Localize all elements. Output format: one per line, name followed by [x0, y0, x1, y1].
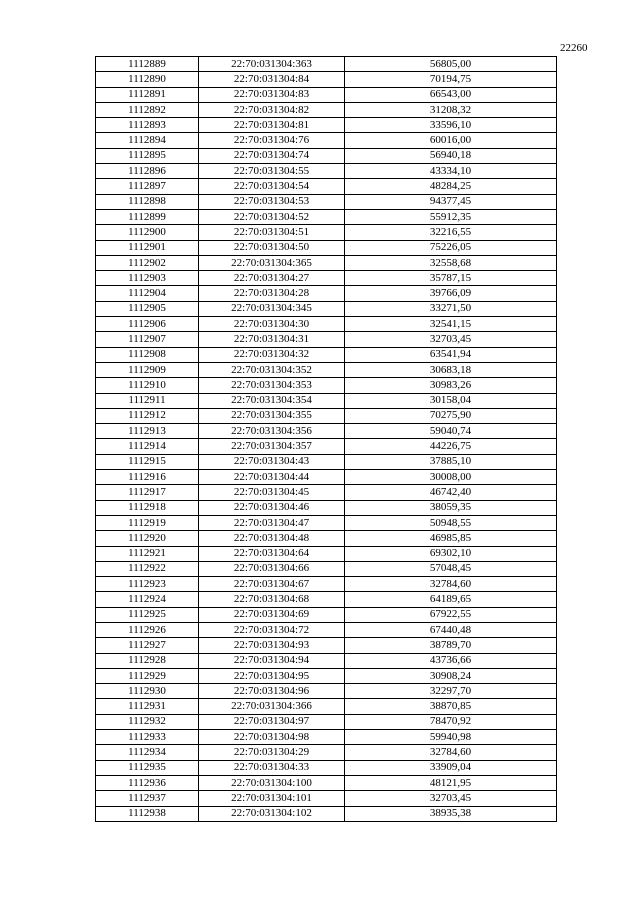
table-row	[96, 745, 557, 760]
record-number-cell: 1112920	[96, 531, 199, 546]
record-number-cell: 1112912	[96, 408, 199, 423]
table-row	[96, 546, 557, 561]
cadastral-number-cell: 22:70:031304:74	[199, 148, 345, 163]
table-row	[96, 393, 557, 408]
record-number-cell: 1112908	[96, 347, 199, 362]
amount-cell: 44226,75	[345, 439, 557, 454]
cadastral-number-cell: 22:70:031304:366	[199, 699, 345, 714]
record-number-cell: 1112937	[96, 791, 199, 806]
record-number-cell: 1112907	[96, 332, 199, 347]
record-number-cell: 1112897	[96, 179, 199, 194]
cadastral-number-cell: 22:70:031304:51	[199, 225, 345, 240]
record-number-cell: 1112924	[96, 592, 199, 607]
record-number-cell: 1112894	[96, 133, 199, 148]
cadastral-number-cell: 22:70:031304:94	[199, 653, 345, 668]
cadastral-number-cell: 22:70:031304:53	[199, 194, 345, 209]
cadastral-number-cell: 22:70:031304:32	[199, 347, 345, 362]
record-number-cell: 1112911	[96, 393, 199, 408]
cadastral-number-cell: 22:70:031304:93	[199, 638, 345, 653]
table-row	[96, 470, 557, 485]
record-number-cell: 1112906	[96, 317, 199, 332]
record-number-cell: 1112899	[96, 209, 199, 224]
amount-cell: 67440,48	[345, 622, 557, 637]
table-row	[96, 87, 557, 102]
table-row	[96, 684, 557, 699]
table-row	[96, 775, 557, 790]
amount-cell: 38935,38	[345, 806, 557, 821]
cadastral-number-cell: 22:70:031304:31	[199, 332, 345, 347]
cadastral-number-cell: 22:70:031304:100	[199, 775, 345, 790]
record-number-cell: 1112909	[96, 362, 199, 377]
record-number-cell: 1112932	[96, 714, 199, 729]
cadastral-number-cell: 22:70:031304:354	[199, 393, 345, 408]
record-number-cell: 1112923	[96, 577, 199, 592]
record-number-cell: 1112919	[96, 515, 199, 530]
record-number-cell: 1112934	[96, 745, 199, 760]
record-number-cell: 1112928	[96, 653, 199, 668]
cadastral-number-cell: 22:70:031304:81	[199, 118, 345, 133]
cadastral-number-cell: 22:70:031304:95	[199, 668, 345, 683]
record-number-cell: 1112925	[96, 607, 199, 622]
amount-cell: 32297,70	[345, 684, 557, 699]
table-row	[96, 194, 557, 209]
table-row	[96, 362, 557, 377]
registry-table	[95, 56, 557, 822]
cadastral-number-cell: 22:70:031304:69	[199, 607, 345, 622]
table-row	[96, 317, 557, 332]
record-number-cell: 1112921	[96, 546, 199, 561]
table-row	[96, 730, 557, 745]
cadastral-number-cell: 22:70:031304:102	[199, 806, 345, 821]
cadastral-number-cell: 22:70:031304:345	[199, 301, 345, 316]
amount-cell: 37885,10	[345, 454, 557, 469]
amount-cell: 55912,35	[345, 209, 557, 224]
amount-cell: 30983,26	[345, 378, 557, 393]
table-row	[96, 485, 557, 500]
record-number-cell: 1112898	[96, 194, 199, 209]
record-number-cell: 1112916	[96, 470, 199, 485]
table-row	[96, 714, 557, 729]
amount-cell: 48284,25	[345, 179, 557, 194]
table-row	[96, 607, 557, 622]
table-row	[96, 622, 557, 637]
amount-cell: 33271,50	[345, 301, 557, 316]
table-row	[96, 561, 557, 576]
cadastral-number-cell: 22:70:031304:357	[199, 439, 345, 454]
amount-cell: 69302,10	[345, 546, 557, 561]
table-row	[96, 209, 557, 224]
amount-cell: 43334,10	[345, 164, 557, 179]
amount-cell: 32703,45	[345, 332, 557, 347]
record-number-cell: 1112889	[96, 57, 199, 72]
table-row	[96, 255, 557, 270]
cadastral-number-cell: 22:70:031304:28	[199, 286, 345, 301]
table-row	[96, 791, 557, 806]
record-number-cell: 1112933	[96, 730, 199, 745]
record-number-cell: 1112913	[96, 424, 199, 439]
table-row	[96, 102, 557, 117]
record-number-cell: 1112895	[96, 148, 199, 163]
amount-cell: 67922,55	[345, 607, 557, 622]
table-row	[96, 286, 557, 301]
amount-cell: 32558,68	[345, 255, 557, 270]
cadastral-number-cell: 22:70:031304:67	[199, 577, 345, 592]
table-row	[96, 57, 557, 72]
amount-cell: 78470,92	[345, 714, 557, 729]
record-number-cell: 1112931	[96, 699, 199, 714]
amount-cell: 46742,40	[345, 485, 557, 500]
table-row	[96, 424, 557, 439]
amount-cell: 38059,35	[345, 500, 557, 515]
record-number-cell: 1112910	[96, 378, 199, 393]
cadastral-number-cell: 22:70:031304:365	[199, 255, 345, 270]
cadastral-number-cell: 22:70:031304:55	[199, 164, 345, 179]
record-number-cell: 1112938	[96, 806, 199, 821]
table-row	[96, 454, 557, 469]
cadastral-number-cell: 22:70:031304:72	[199, 622, 345, 637]
amount-cell: 43736,66	[345, 653, 557, 668]
table-row	[96, 500, 557, 515]
cadastral-number-cell: 22:70:031304:97	[199, 714, 345, 729]
table-row	[96, 179, 557, 194]
cadastral-number-cell: 22:70:031304:82	[199, 102, 345, 117]
table-row	[96, 118, 557, 133]
cadastral-number-cell: 22:70:031304:46	[199, 500, 345, 515]
amount-cell: 33909,04	[345, 760, 557, 775]
record-number-cell: 1112904	[96, 286, 199, 301]
amount-cell: 38789,70	[345, 638, 557, 653]
cadastral-number-cell: 22:70:031304:83	[199, 87, 345, 102]
cadastral-number-cell: 22:70:031304:47	[199, 515, 345, 530]
cadastral-number-cell: 22:70:031304:30	[199, 317, 345, 332]
amount-cell: 30683,18	[345, 362, 557, 377]
cadastral-number-cell: 22:70:031304:96	[199, 684, 345, 699]
amount-cell: 32784,60	[345, 745, 557, 760]
table-row	[96, 301, 557, 316]
cadastral-number-cell: 22:70:031304:98	[199, 730, 345, 745]
record-number-cell: 1112935	[96, 760, 199, 775]
cadastral-number-cell: 22:70:031304:45	[199, 485, 345, 500]
table-row	[96, 638, 557, 653]
table-row	[96, 592, 557, 607]
record-number-cell: 1112893	[96, 118, 199, 133]
cadastral-number-cell: 22:70:031304:356	[199, 424, 345, 439]
amount-cell: 32703,45	[345, 791, 557, 806]
amount-cell: 33596,10	[345, 118, 557, 133]
record-number-cell: 1112926	[96, 622, 199, 637]
amount-cell: 30158,04	[345, 393, 557, 408]
table-row	[96, 668, 557, 683]
record-number-cell: 1112930	[96, 684, 199, 699]
table-row	[96, 148, 557, 163]
amount-cell: 46985,85	[345, 531, 557, 546]
cadastral-number-cell: 22:70:031304:101	[199, 791, 345, 806]
table-row	[96, 531, 557, 546]
amount-cell: 75226,05	[345, 240, 557, 255]
amount-cell: 39766,09	[345, 286, 557, 301]
cadastral-number-cell: 22:70:031304:64	[199, 546, 345, 561]
record-number-cell: 1112918	[96, 500, 199, 515]
table-row	[96, 271, 557, 286]
table-row	[96, 653, 557, 668]
amount-cell: 56940,18	[345, 148, 557, 163]
record-number-cell: 1112903	[96, 271, 199, 286]
amount-cell: 60016,00	[345, 133, 557, 148]
record-number-cell: 1112896	[96, 164, 199, 179]
amount-cell: 57048,45	[345, 561, 557, 576]
cadastral-number-cell: 22:70:031304:352	[199, 362, 345, 377]
table-row	[96, 760, 557, 775]
amount-cell: 59040,74	[345, 424, 557, 439]
table-row	[96, 699, 557, 714]
cadastral-number-cell: 22:70:031304:52	[199, 209, 345, 224]
amount-cell: 30908,24	[345, 668, 557, 683]
table-row	[96, 515, 557, 530]
table-row	[96, 240, 557, 255]
record-number-cell: 1112905	[96, 301, 199, 316]
record-number-cell: 1112922	[96, 561, 199, 576]
cadastral-number-cell: 22:70:031304:66	[199, 561, 345, 576]
amount-cell: 64189,65	[345, 592, 557, 607]
record-number-cell: 1112900	[96, 225, 199, 240]
amount-cell: 59940,98	[345, 730, 557, 745]
record-number-cell: 1112917	[96, 485, 199, 500]
amount-cell: 31208,32	[345, 102, 557, 117]
amount-cell: 50948,55	[345, 515, 557, 530]
cadastral-number-cell: 22:70:031304:54	[199, 179, 345, 194]
cadastral-number-cell: 22:70:031304:33	[199, 760, 345, 775]
record-number-cell: 1112914	[96, 439, 199, 454]
table-row	[96, 72, 557, 87]
cadastral-number-cell: 22:70:031304:84	[199, 72, 345, 87]
cadastral-number-cell: 22:70:031304:44	[199, 470, 345, 485]
table-row	[96, 164, 557, 179]
amount-cell: 56805,00	[345, 57, 557, 72]
amount-cell: 32784,60	[345, 577, 557, 592]
record-number-cell: 1112929	[96, 668, 199, 683]
record-number-cell: 1112936	[96, 775, 199, 790]
record-number-cell: 1112901	[96, 240, 199, 255]
cadastral-number-cell: 22:70:031304:29	[199, 745, 345, 760]
cadastral-number-cell: 22:70:031304:50	[199, 240, 345, 255]
record-number-cell: 1112892	[96, 102, 199, 117]
record-number-cell: 1112902	[96, 255, 199, 270]
page-number: 22260	[560, 42, 588, 54]
cadastral-number-cell: 22:70:031304:68	[199, 592, 345, 607]
amount-cell: 38870,85	[345, 699, 557, 714]
cadastral-number-cell: 22:70:031304:43	[199, 454, 345, 469]
cadastral-number-cell: 22:70:031304:27	[199, 271, 345, 286]
record-number-cell: 1112890	[96, 72, 199, 87]
amount-cell: 32216,55	[345, 225, 557, 240]
table-row	[96, 332, 557, 347]
amount-cell: 32541,15	[345, 317, 557, 332]
amount-cell: 30008,00	[345, 470, 557, 485]
amount-cell: 70275,90	[345, 408, 557, 423]
cadastral-number-cell: 22:70:031304:48	[199, 531, 345, 546]
record-number-cell: 1112915	[96, 454, 199, 469]
table-row	[96, 806, 557, 821]
table-row	[96, 577, 557, 592]
table-row	[96, 439, 557, 454]
amount-cell: 70194,75	[345, 72, 557, 87]
cadastral-number-cell: 22:70:031304:363	[199, 57, 345, 72]
cadastral-number-cell: 22:70:031304:355	[199, 408, 345, 423]
table-row	[96, 133, 557, 148]
amount-cell: 48121,95	[345, 775, 557, 790]
amount-cell: 63541,94	[345, 347, 557, 362]
table-row	[96, 347, 557, 362]
cadastral-number-cell: 22:70:031304:76	[199, 133, 345, 148]
table-row	[96, 378, 557, 393]
amount-cell: 94377,45	[345, 194, 557, 209]
record-number-cell: 1112891	[96, 87, 199, 102]
cadastral-number-cell: 22:70:031304:353	[199, 378, 345, 393]
table-row	[96, 225, 557, 240]
registry-table-body	[96, 57, 557, 822]
record-number-cell: 1112927	[96, 638, 199, 653]
amount-cell: 66543,00	[345, 87, 557, 102]
table-row	[96, 408, 557, 423]
amount-cell: 35787,15	[345, 271, 557, 286]
